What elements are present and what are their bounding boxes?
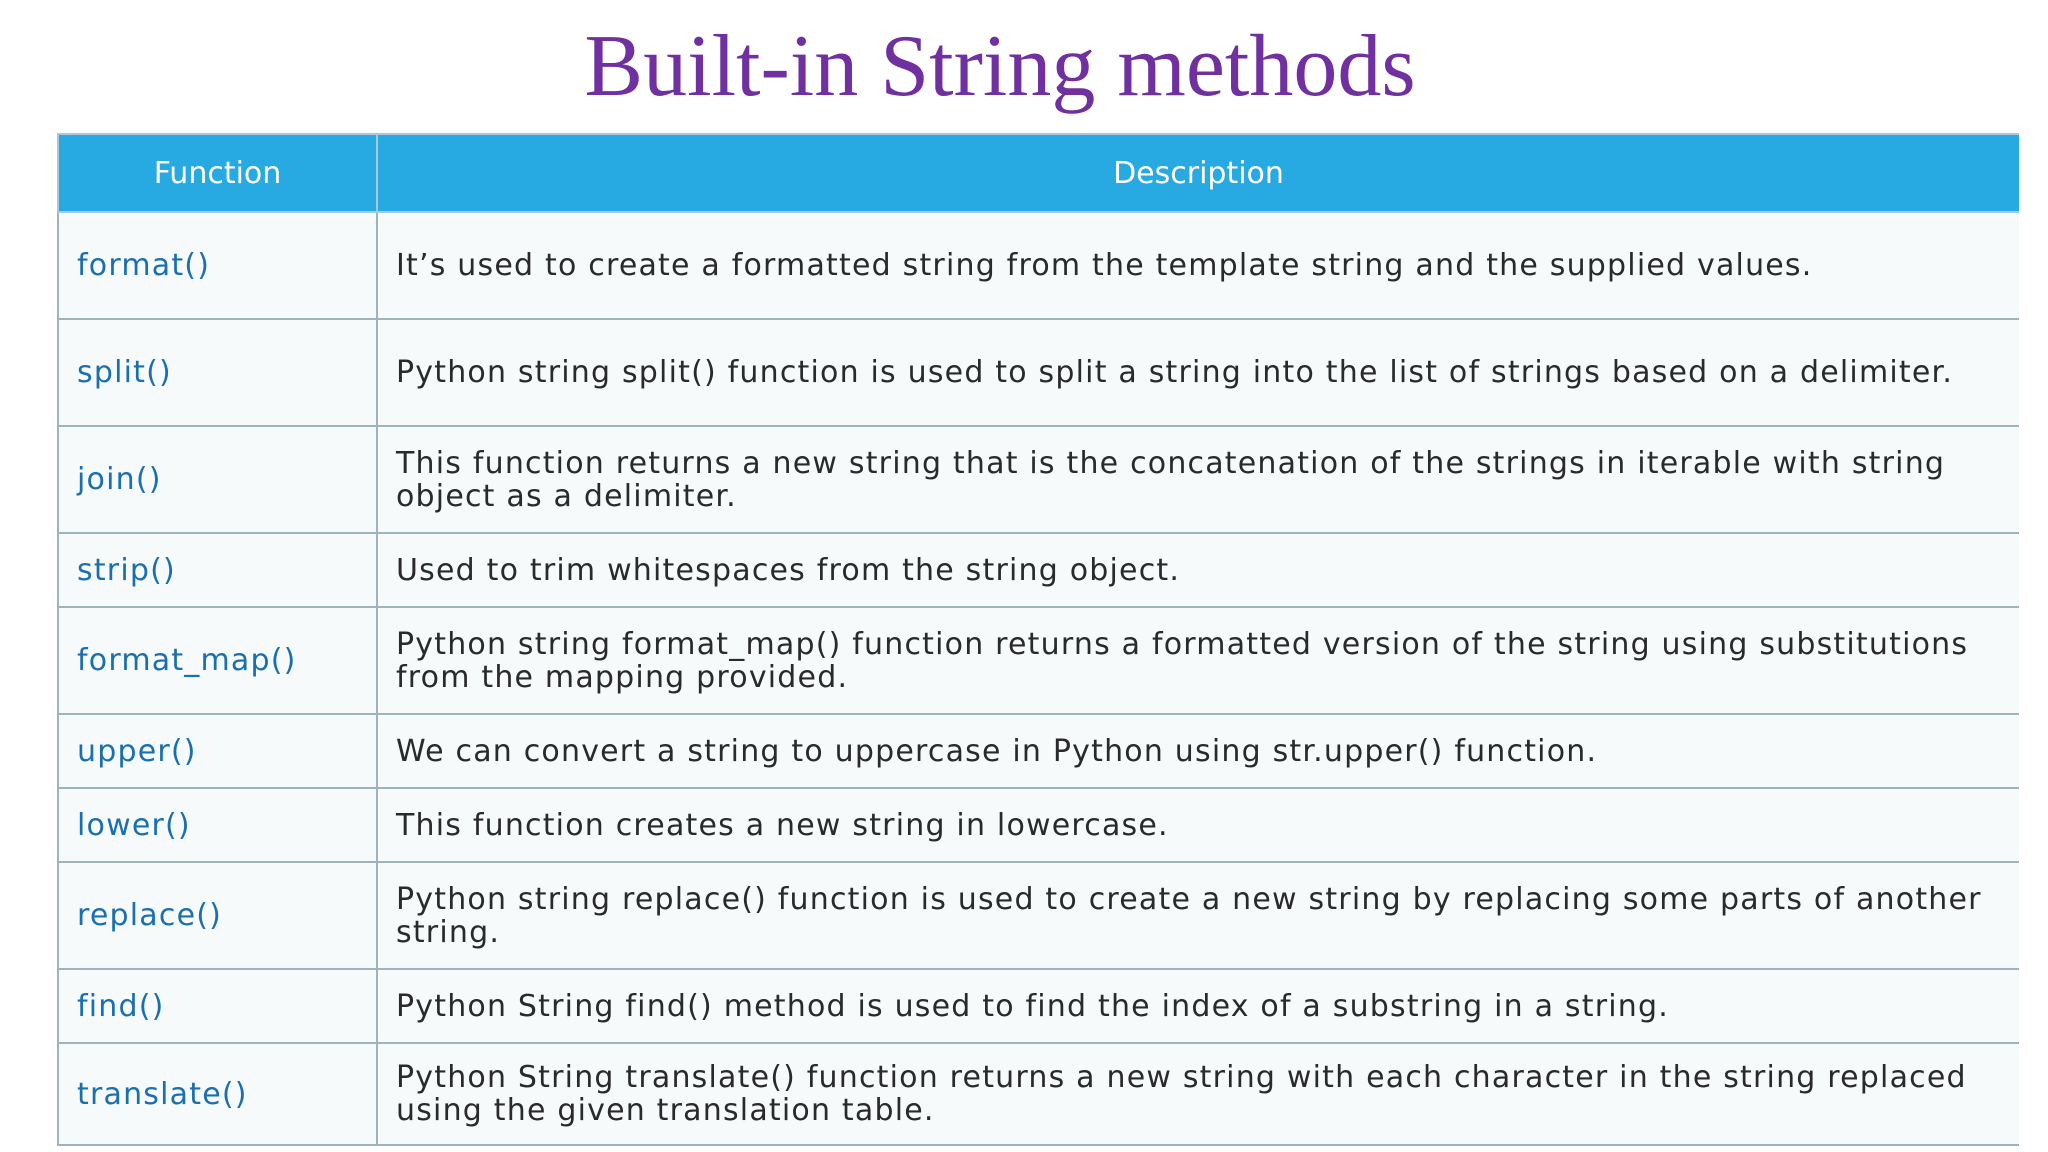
function-cell: split() <box>58 319 377 426</box>
table-row <box>58 426 2019 533</box>
table-header-row <box>58 134 2019 212</box>
function-cell: lower() <box>58 788 377 862</box>
description-cell: Python String find() method is used to find the index of a substring in a string. <box>377 969 2019 1043</box>
table-row <box>58 607 2019 714</box>
table-row <box>58 862 2019 969</box>
description-cell: Python String translate() function returns a new string with each character in the string replaced using the given translation table. <box>377 1043 2019 1145</box>
function-cell: translate() <box>58 1043 377 1145</box>
description-cell: It’s used to create a formatted string from the template string and the supplied values. <box>377 212 2019 319</box>
table-row <box>58 1043 2019 1145</box>
string-methods-table <box>57 133 2019 1146</box>
function-cell: format() <box>58 212 377 319</box>
function-cell: strip() <box>58 533 377 607</box>
description-cell: Python string format_map() function returns a formatted version of the string using substitutions from the mapping provided. <box>377 607 2019 714</box>
function-cell: format_map() <box>58 607 377 714</box>
function-cell: join() <box>58 426 377 533</box>
description-cell: Used to trim whitespaces from the string object. <box>377 533 2019 607</box>
description-cell: We can convert a string to uppercase in Python using str.upper() function. <box>377 714 2019 788</box>
description-cell: This function creates a new string in lowercase. <box>377 788 2019 862</box>
table-row <box>58 714 2019 788</box>
function-cell: find() <box>58 969 377 1043</box>
header-function: Function <box>58 134 377 212</box>
table-row <box>58 212 2019 319</box>
slide-title: Built-in String methods <box>584 18 1416 115</box>
description-cell: This function returns a new string that is the concatenation of the strings in iterable with string object as a delimiter. <box>377 426 2019 533</box>
header-description: Description <box>377 134 2019 212</box>
table-row <box>58 969 2019 1043</box>
description-cell: Python string replace() function is used to create a new string by replacing some parts of another string. <box>377 862 2019 969</box>
table-row <box>58 533 2019 607</box>
function-cell: upper() <box>58 714 377 788</box>
description-cell: Python string split() function is used to split a string into the list of strings based on a delimiter. <box>377 319 2019 426</box>
methods-table-container <box>57 133 2019 1152</box>
table-row <box>58 788 2019 862</box>
table-row <box>58 319 2019 426</box>
function-cell: replace() <box>58 862 377 969</box>
